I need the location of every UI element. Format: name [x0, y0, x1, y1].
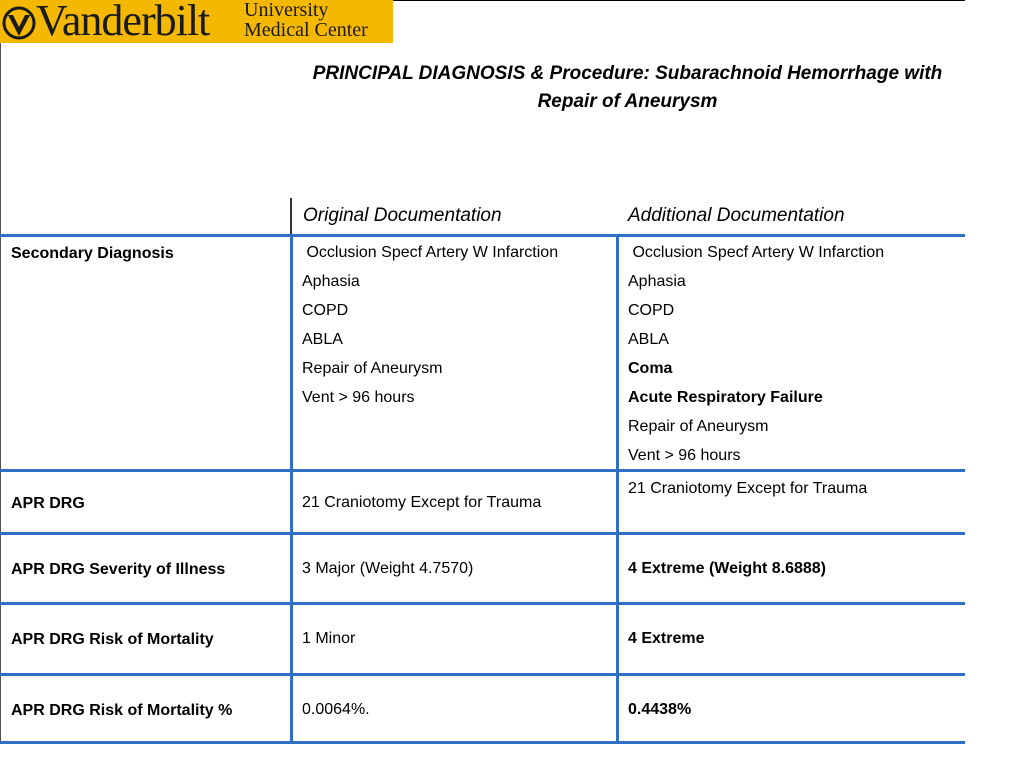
grid-vline-1 [290, 234, 293, 744]
list-item: COPD [628, 302, 675, 319]
grid-line-row4 [0, 673, 965, 676]
row-label-secondary-diagnosis: Secondary Diagnosis [11, 245, 174, 262]
grid-line-row2 [0, 532, 965, 535]
cell-original-risk-of-mortality: 1 Minor [302, 630, 356, 647]
list-item: COPD [302, 302, 349, 319]
grid-line-row3 [0, 602, 965, 605]
cell-original-severity-of-illness: 3 Major (Weight 4.7570) [302, 560, 474, 577]
top-rule [393, 0, 965, 1]
column-header-original: Original Documentation [303, 205, 502, 226]
column-header-additional: Additional Documentation [628, 205, 845, 226]
row-label-risk-of-mortality: APR DRG Risk of Mortality [11, 631, 214, 648]
logo-subtitle-line1: University [244, 0, 329, 21]
list-item: Occlusion Specf Artery W Infarction [302, 244, 559, 261]
list-item: Aphasia [302, 273, 360, 290]
row-label-risk-of-mortality-percent: APR DRG Risk of Mortality % [11, 702, 233, 719]
list-item: ABLA [628, 331, 669, 348]
vanderbilt-logo [0, 0, 393, 43]
cell-additional-risk-of-mortality: 4 Extreme [628, 630, 705, 647]
logo-wordmark: Vanderbilt [36, 0, 210, 43]
cell-additional-risk-of-mortality-percent: 0.4438% [628, 701, 692, 718]
header-divider [290, 198, 292, 236]
cell-additional-severity-of-illness: 4 Extreme (Weight 8.6888) [628, 560, 827, 577]
slide-title: PRINCIPAL DIAGNOSIS & Procedure: Subarachnoid Hemorrhage with Repair of Aneurysm [312, 63, 943, 112]
vanderbilt-oak-leaf-icon [2, 6, 36, 40]
row-label-apr-drg: APR DRG [11, 495, 85, 512]
list-item-added: Acute Respiratory Failure [628, 389, 823, 406]
list-item: ABLA [302, 331, 343, 348]
list-item: Vent > 96 hours [628, 447, 741, 464]
list-item: Aphasia [628, 273, 686, 290]
logo-subtitle [244, 0, 392, 40]
grid-line-header [0, 234, 965, 237]
cell-original-risk-of-mortality-percent: 0.0064%. [302, 701, 370, 718]
cell-additional-apr-drg: 21 Craniotomy Except for Trauma [628, 480, 868, 497]
logo-subtitle-line2: Medical Center [244, 19, 368, 41]
list-item-added: Coma [628, 360, 673, 377]
list-item: Vent > 96 hours [302, 389, 415, 406]
list-item: Repair of Aneurysm [628, 418, 769, 435]
grid-vline-2 [616, 234, 619, 744]
list-item: Repair of Aneurysm [302, 360, 443, 377]
cell-original-secondary-diagnosis [302, 238, 558, 412]
grid-line-row5 [0, 741, 965, 744]
cell-additional-secondary-diagnosis [628, 238, 884, 470]
cell-original-apr-drg: 21 Craniotomy Except for Trauma [302, 494, 542, 511]
left-rule [0, 43, 1, 743]
list-item: Occlusion Specf Artery W Infarction [628, 244, 885, 261]
row-label-severity-of-illness: APR DRG Severity of Illness [11, 561, 226, 578]
